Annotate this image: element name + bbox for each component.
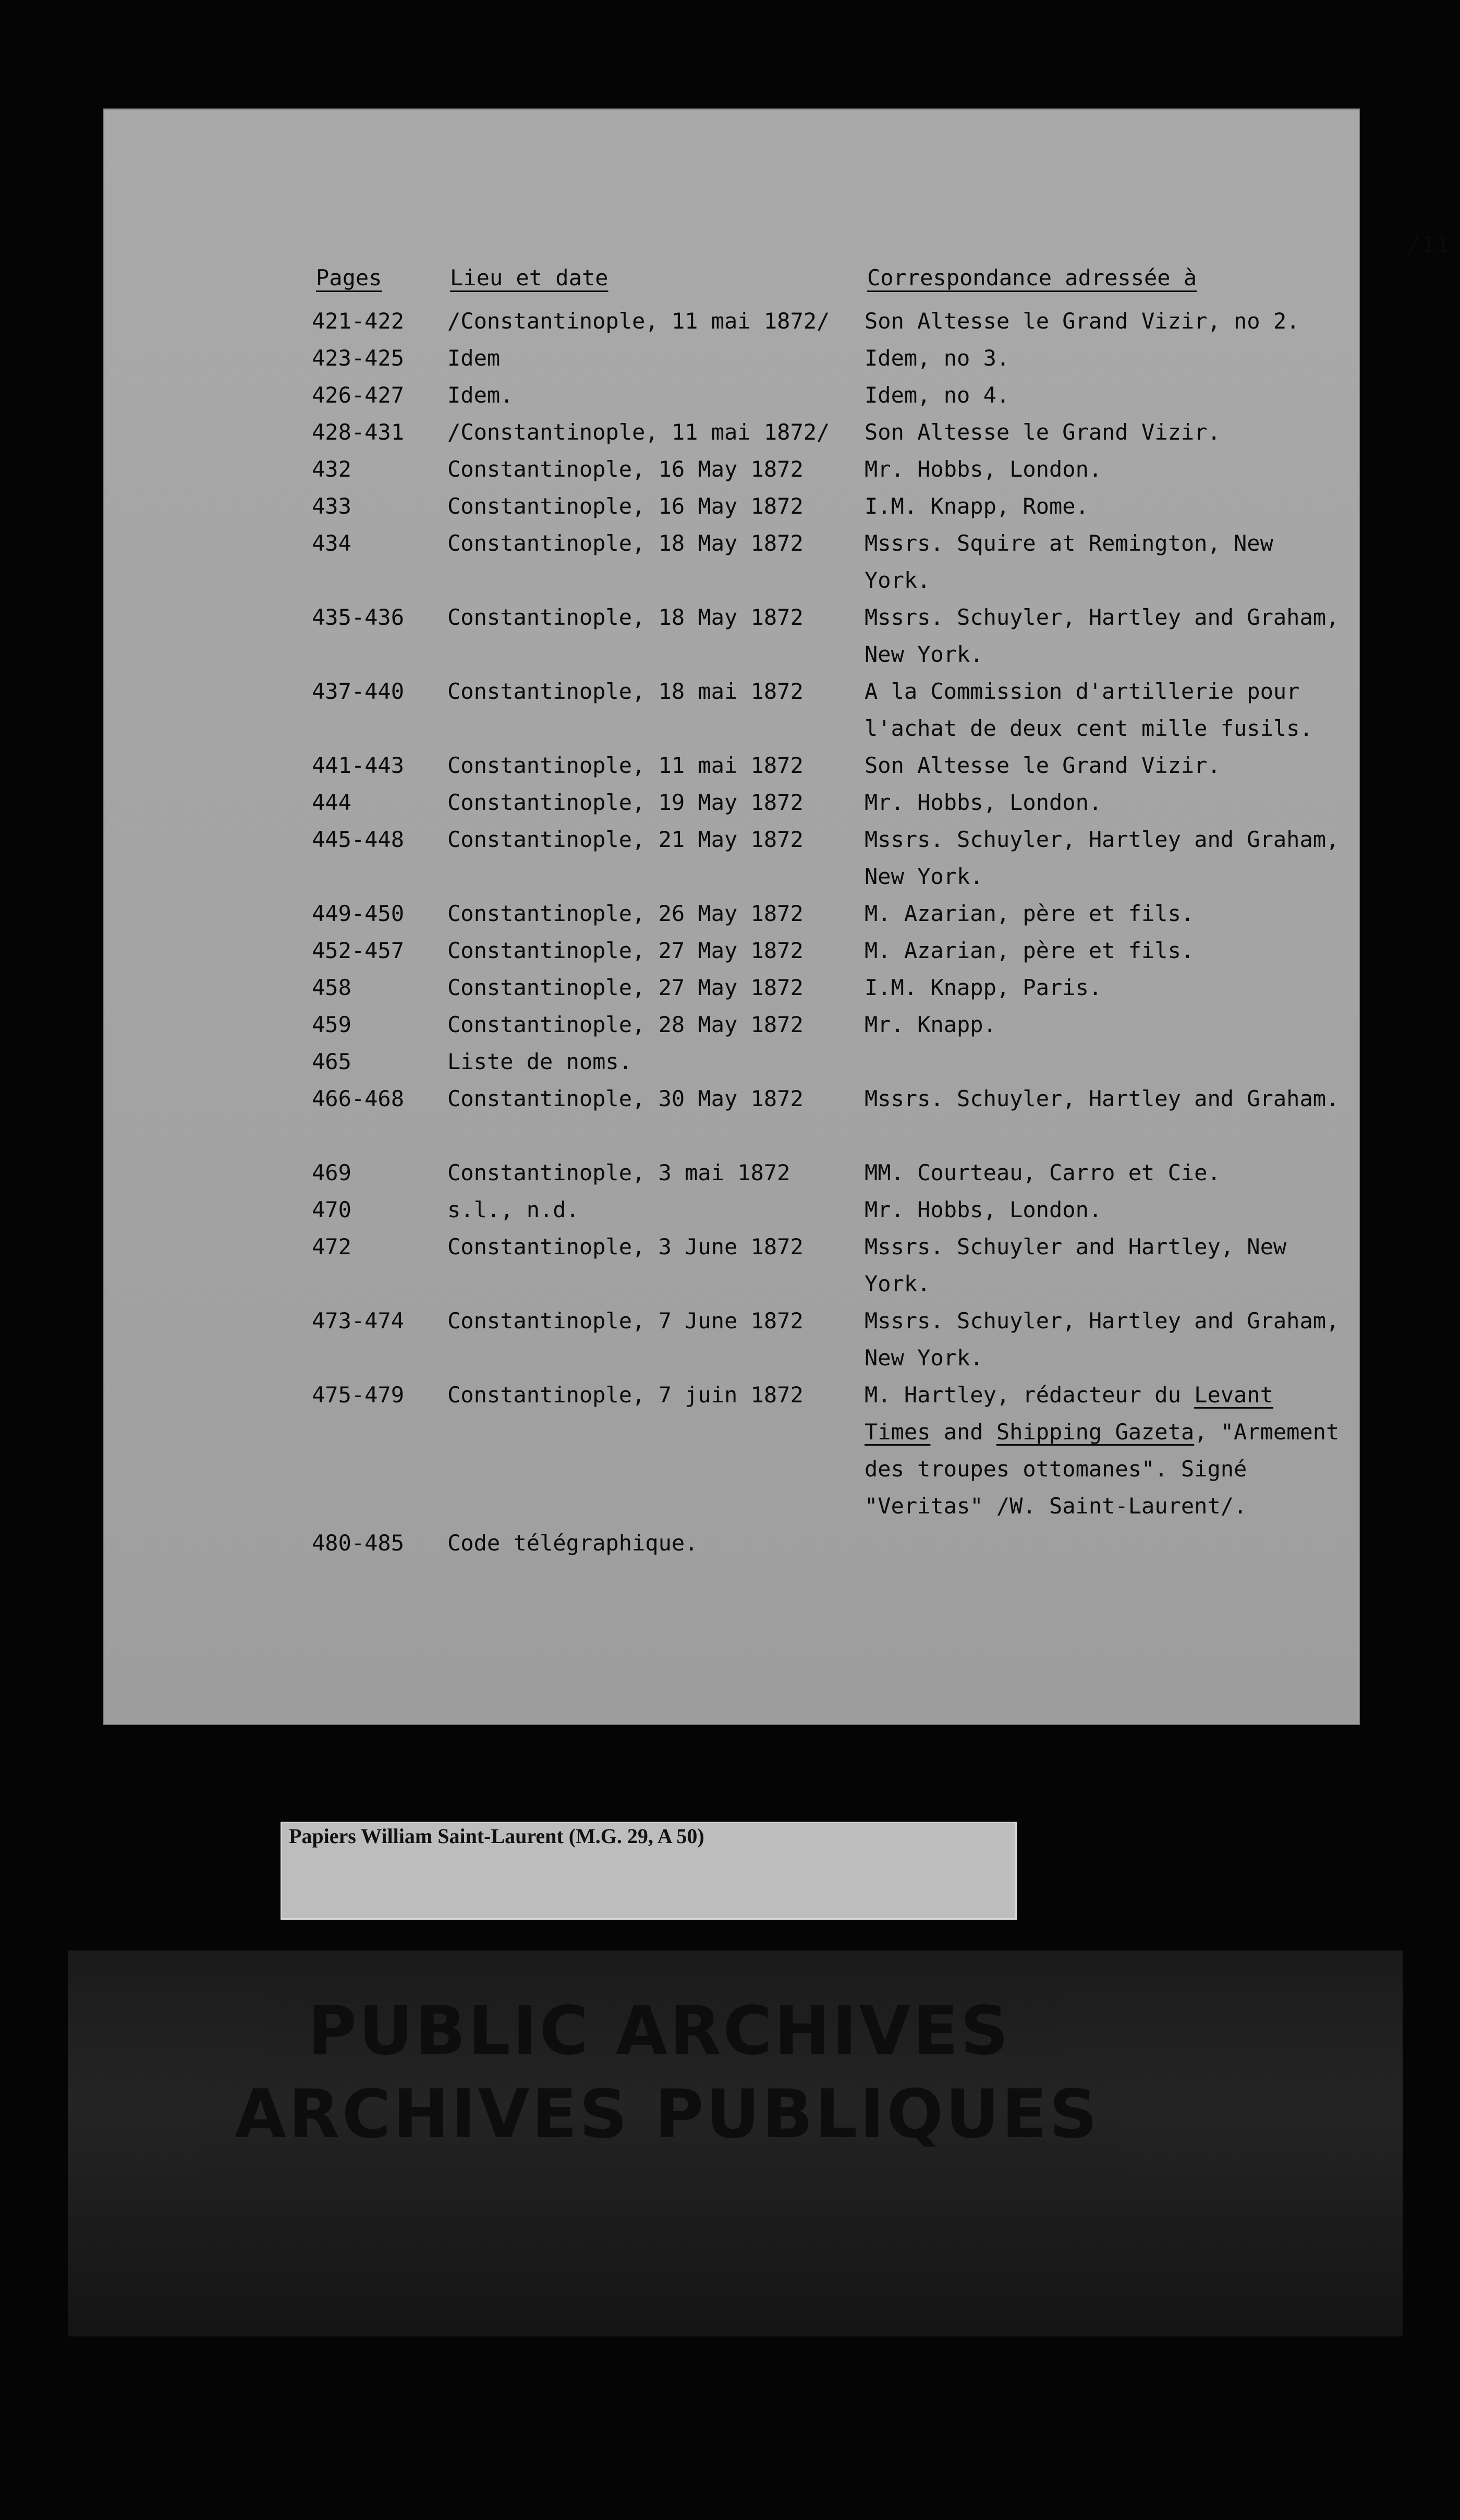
row-pages: 452-457 <box>312 938 405 963</box>
row-correspondence: M. Azarian, père et fils. <box>865 901 1195 926</box>
document-page <box>103 108 1450 1725</box>
corr-text: M. Hartley, rédacteur du <box>865 1382 1195 1408</box>
row-pages: 458 <box>312 975 351 1000</box>
row-correspondence: Mssrs. Schuyler, Hartley and Graham, New York. <box>865 1308 1340 1371</box>
row-correspondence <box>865 1376 1349 1524</box>
row-correspondence: Mssrs. Schuyler and Hartley, New York. <box>865 1234 1287 1297</box>
header-place-date: Lieu et date <box>450 265 609 290</box>
row-place-date: Constantinople, 3 June 1872 <box>447 1234 804 1259</box>
row-place-date: Constantinople, 3 mai 1872 <box>447 1160 790 1185</box>
row-correspondence: Mr. Hobbs, London. <box>865 1197 1102 1222</box>
row-place-date: Constantinople, 27 May 1872 <box>447 975 804 1000</box>
row-correspondence: I.M. Knapp, Rome. <box>865 493 1089 519</box>
row-place-date: Constantinople, 7 juin 1872 <box>447 1382 804 1408</box>
row-pages: 465 <box>312 1049 351 1074</box>
corr-title-shipping-gazeta: Shipping Gazeta <box>996 1419 1195 1445</box>
row-place-date: Code télégraphique. <box>447 1530 698 1556</box>
corr-text: and <box>930 1419 996 1445</box>
row-place-date: s.l., n.d. <box>447 1197 579 1222</box>
row-place-date: Idem. <box>447 382 514 408</box>
row-correspondence: Idem, no 4. <box>865 382 1010 408</box>
row-place-date: Constantinople, 19 May 1872 <box>447 790 804 815</box>
row-pages: 437-440 <box>312 679 405 704</box>
row-correspondence: MM. Courteau, Carro et Cie. <box>865 1160 1221 1185</box>
row-place-date: Constantinople, 7 June 1872 <box>447 1308 804 1334</box>
row-place-date: Constantinople, 16 May 1872 <box>447 493 804 519</box>
row-place-date: Constantinople, 16 May 1872 <box>447 456 804 482</box>
row-correspondence: M. Azarian, père et fils. <box>865 938 1195 963</box>
header-correspondence: Correspondance adressée à <box>867 265 1197 290</box>
row-pages: 441-443 <box>312 753 405 778</box>
row-pages: 428-431 <box>312 419 405 445</box>
row-pages: 423-425 <box>312 345 405 371</box>
row-place-date: Constantinople, 18 May 1872 <box>447 530 804 556</box>
row-place-date: Idem <box>447 345 501 371</box>
row-pages: 421-422 <box>312 308 405 334</box>
corr-title-levant-times: Levant Times <box>865 1382 1273 1445</box>
row-correspondence: Mr. Hobbs, London. <box>865 456 1102 482</box>
row-correspondence: Mssrs. Schuyler, Hartley and Graham, New York. <box>865 604 1340 667</box>
archives-stamp <box>68 1950 1403 2336</box>
row-place-date: Constantinople, 21 May 1872 <box>447 827 804 852</box>
row-place-date: Constantinople, 30 May 1872 <box>447 1086 804 1111</box>
row-correspondence: Son Altesse le Grand Vizir. <box>865 753 1221 778</box>
row-correspondence: Mr. Hobbs, London. <box>865 790 1102 815</box>
row-pages: 445-448 <box>312 827 405 852</box>
row-place-date: Constantinople, 11 mai 1872 <box>447 753 804 778</box>
row-place-date: Constantinople, 26 May 1872 <box>447 901 804 926</box>
row-pages: 426-427 <box>312 382 405 408</box>
row-pages: 435-436 <box>312 604 405 630</box>
row-correspondence: Mssrs. Squire at Remington, New York. <box>865 530 1273 593</box>
row-place-date: Constantinople, 18 May 1872 <box>447 604 804 630</box>
corr-text: , "Armement des troupes ottomanes". Signé "Veritas" /W. Saint-Laurent/. <box>865 1419 1340 1519</box>
row-correspondence: Mr. Knapp. <box>865 1012 996 1037</box>
row-place-date: /Constantinople, 11 mai 1872/ <box>447 419 830 445</box>
row-pages: 473-474 <box>312 1308 405 1334</box>
row-correspondence: Mssrs. Schuyler, Hartley and Graham, New York. <box>865 827 1340 889</box>
row-pages: 469 <box>312 1160 351 1185</box>
column-headers <box>103 265 1360 301</box>
stamp-line-1: PUBLIC ARCHIVES <box>308 1992 1011 2070</box>
row-pages: 449-450 <box>312 901 405 926</box>
row-place-date: Constantinople, 27 May 1872 <box>447 938 804 963</box>
row-correspondence: Mssrs. Schuyler, Hartley and Graham. <box>865 1086 1340 1111</box>
row-correspondence: Son Altesse le Grand Vizir. <box>865 419 1221 445</box>
header-pages: Pages <box>316 265 382 290</box>
stamp-line-2: ARCHIVES PUBLIQUES <box>235 2076 1100 2153</box>
row-pages: 433 <box>312 493 351 519</box>
row-pages: 470 <box>312 1197 351 1222</box>
row-pages: 432 <box>312 456 351 482</box>
row-place-date: Constantinople, 28 May 1872 <box>447 1012 804 1037</box>
row-pages: 434 <box>312 530 351 556</box>
row-correspondence: Idem, no 3. <box>865 345 1010 371</box>
row-correspondence: A la Commission d'artillerie pour l'achat de deux cent mille fusils. <box>865 679 1313 741</box>
row-pages: 459 <box>312 1012 351 1037</box>
row-correspondence: Son Altesse le Grand Vizir, no 2. <box>865 308 1300 334</box>
row-pages: 480-485 <box>312 1530 405 1556</box>
row-pages: 475-479 <box>312 1382 405 1408</box>
page-number: /11 <box>1407 232 1450 258</box>
row-correspondence: I.M. Knapp, Paris. <box>865 975 1102 1000</box>
row-place-date: /Constantinople, 11 mai 1872/ <box>447 308 830 334</box>
row-place-date: Constantinople, 18 mai 1872 <box>447 679 804 704</box>
row-pages: 466-468 <box>312 1086 405 1111</box>
row-pages: 472 <box>312 1234 351 1259</box>
row-place-date: Liste de noms. <box>447 1049 632 1074</box>
row-pages: 444 <box>312 790 351 815</box>
collection-label-text: Papiers William Saint-Laurent (M.G. 29, A 50) <box>289 1824 704 1848</box>
collection-label <box>281 1822 1017 1920</box>
